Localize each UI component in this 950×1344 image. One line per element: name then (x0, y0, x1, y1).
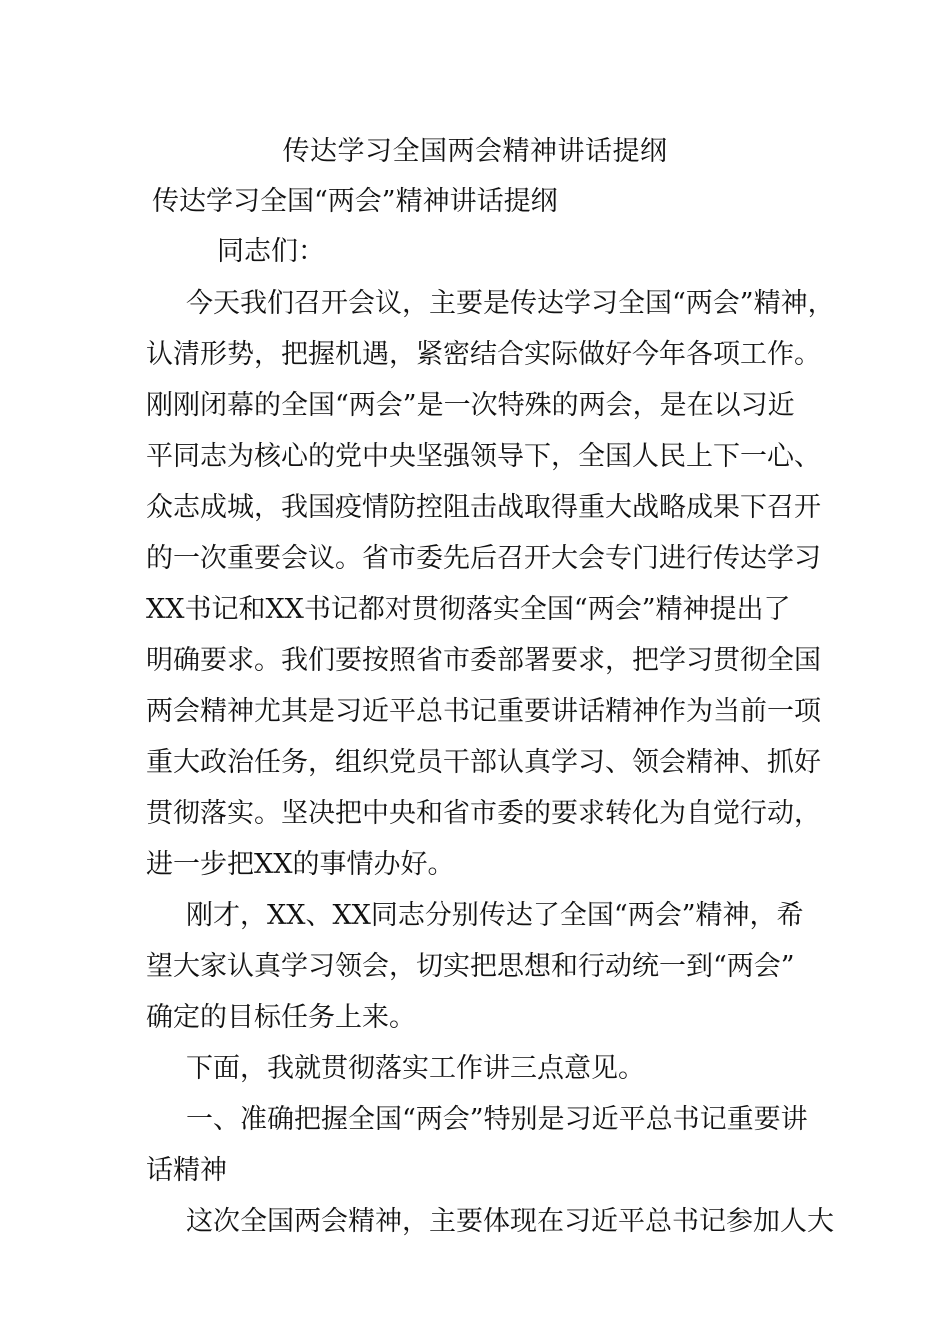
text-line: 刚刚闭幕的全国“两会”是一次特殊的两会，是在以习近 (146, 390, 795, 421)
document-title: 传达学习全国两会精神讲话提纲 (282, 136, 668, 167)
text-line: 贯彻落实。坚决把中央和省市委的要求转化为自觉行动， (146, 798, 821, 829)
text-line: 今天我们召开会议，主要是传达学习全国“两会”精神， (186, 288, 835, 319)
text-line: 这次全国两会精神，主要体现在习近平总书记参加人大 (186, 1206, 834, 1237)
text-line: 众志成城，我国疫情防控阻击战取得重大战略成果下召开 (146, 492, 821, 523)
text-line: 一、准确把握全国“两会”特别是习近平总书记重要讲 (186, 1104, 808, 1135)
text-line: 进一步把XX的事情办好。 (146, 849, 455, 880)
paragraph-section-1 (146, 1196, 834, 1247)
text-line: 认清形势，把握机遇，紧密结合实际做好今年各项工作。 (146, 339, 821, 370)
paragraph-intro (146, 1043, 816, 1094)
salutation: 同志们： (217, 236, 325, 267)
text-line: 话精神 (146, 1155, 227, 1186)
text-line: XX书记和XX书记都对贯彻落实全国“两会”精神提出了 (146, 594, 791, 625)
paragraph-opening (146, 278, 835, 890)
text-line: 的一次重要会议。省市委先后召开大会专门进行传达学习 (146, 543, 821, 574)
text-line: 重大政治任务，组织党员干部认真学习、领会精神、抓好 (146, 747, 821, 778)
document-subtitle: 传达学习全国“两会”精神讲话提纲 (152, 186, 558, 217)
text-line: 刚才，XX、XX同志分别传达了全国“两会”精神，希 (186, 900, 804, 931)
text-line: 望大家认真学习领会，切实把思想和行动统一到“两会” (146, 951, 795, 982)
paragraph-relay (146, 890, 816, 1043)
text-line: 平同志为核心的党中央坚强领导下，全国人民上下一心、 (146, 441, 821, 472)
section-heading-1 (146, 1094, 816, 1196)
text-line: 两会精神尤其是习近平总书记重要讲话精神作为当前一项 (146, 696, 821, 727)
document-body (146, 278, 835, 1247)
text-line: 确定的目标任务上来。 (146, 1002, 416, 1033)
text-line: 明确要求。我们要按照省市委部署要求，把学习贯彻全国 (146, 645, 821, 676)
text-line: 下面，我就贯彻落实工作讲三点意见。 (186, 1053, 645, 1084)
